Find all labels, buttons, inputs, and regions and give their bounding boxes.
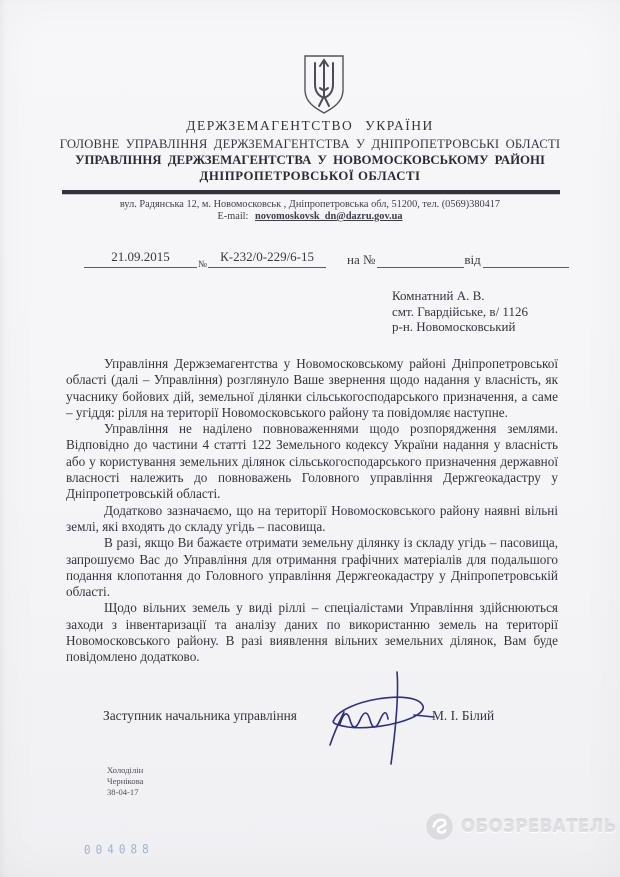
letter-date: 21.09.2015 bbox=[84, 249, 197, 268]
reply-number-blank bbox=[377, 249, 464, 268]
email-label: E-mail: bbox=[217, 211, 249, 222]
executor-name-1: Холоділін bbox=[107, 765, 144, 775]
addressee-address: смт. Гвардійське, в/ 1126 bbox=[392, 303, 528, 319]
org-name-agency: ДЕРЖЗЕМАГЕНТСТВО УКРАЇНИ bbox=[186, 118, 434, 133]
reply-date-label: від bbox=[464, 252, 481, 267]
org-address: вул. Радянська 12, м. Новомосковськ , Дніпропетровська обл, 51200, тел. (0569)380417 bbox=[119, 199, 501, 210]
org-email-line bbox=[0, 211, 620, 222]
reply-number-label: на № bbox=[347, 252, 376, 267]
org-name-main-department: ГОЛОВНЕ УПРАВЛІННЯ ДЕРЖЗЕМАГЕНТСТВА У ДНІПРОПЕТРОВСЬКІ ОБЛАСТІ bbox=[59, 137, 561, 151]
signer-name: М. І. Білий bbox=[432, 708, 495, 723]
body-paragraph: Щодо вільних земель у виді ріллі – спеціалістами Управління здійснюються заходи з інвентаризації та аналізу даних по використанню земель на території Новомосковського району. В разі виявлення вільних земельних ділянок, Вам буде повідомлено додатково. bbox=[66, 600, 558, 665]
obozrevatel-watermark-text: ОБОЗРЕВАТЕЛЬ bbox=[461, 817, 617, 836]
body-paragraph: Управління не наділено повноваженнями щодо розпорядження землями. Відповідно до частини 4 статті 122 Земельного кодексу України надання у власність або у користування земельних ділянок сільськогосподарського призначення державної власності належить до повноважень Головного управління Держгеокадастру у Дніпропетровській області. bbox=[66, 421, 558, 502]
handwritten-signature bbox=[320, 668, 450, 780]
addressee-district: р-н. Новомосковський bbox=[392, 319, 516, 334]
org-email: novomoskovsk_dn@dazru.gov.ua bbox=[254, 211, 403, 222]
signer-position: Заступник начальника управління bbox=[103, 708, 297, 723]
header-divider bbox=[62, 190, 560, 194]
executor-name-2: Чернікова bbox=[107, 776, 144, 786]
executor-block bbox=[107, 765, 143, 798]
outgoing-reference bbox=[84, 249, 326, 268]
number-sign: № bbox=[198, 260, 208, 270]
executor-phone: 38-04-17 bbox=[107, 787, 139, 797]
body-paragraph: Додатково зазначаємо, що на території Новомосковського району наявні вільні землі, які входять до складу угідь – пасовища. bbox=[66, 502, 558, 534]
incoming-reference bbox=[347, 249, 569, 268]
addressee-block bbox=[392, 288, 528, 335]
letter-number: К-232/0-229/6-15 bbox=[208, 249, 326, 268]
reply-date-blank bbox=[483, 249, 569, 268]
org-name-district-department: УПРАВЛІННЯ ДЕРЖЗЕМАГЕНТСТВА У НОВОМОСКОВСЬКОМУ РАЙОНІ bbox=[75, 153, 545, 167]
registration-stamp-number: 004088 bbox=[83, 841, 154, 858]
ukraine-trident-emblem-icon bbox=[299, 54, 349, 116]
addressee-name: Комнатний А. В. bbox=[392, 288, 485, 303]
body-paragraph: В разі, якщо Ви бажаєте отримати земельну ділянку із складу угідь – пасовища, запрошуємо Вас до Управління для отримання графічних матеріалів для подальшого подання клопотання до Головного управління Держгеокадастру у Дніпропетровській області. bbox=[66, 535, 558, 600]
letter-body bbox=[66, 356, 558, 666]
obozrevatel-watermark bbox=[424, 811, 617, 842]
obozrevatel-globe-icon bbox=[424, 811, 455, 842]
body-paragraph: Управління Держземагентства у Новомосковському районі Дніпропетровської області (далі – Управління) розглянуло Ваше звернення щодо надання у власність, як учаснику бойових дій, земельної ділянки сільськогосподарського призначення, а саме – угіддя: рілля на території Новомосковського району та повідомляє наступне. bbox=[66, 356, 558, 420]
org-name-region: ДНІПРОПЕТРОВСЬКОЇ ОБЛАСТІ bbox=[199, 169, 421, 183]
